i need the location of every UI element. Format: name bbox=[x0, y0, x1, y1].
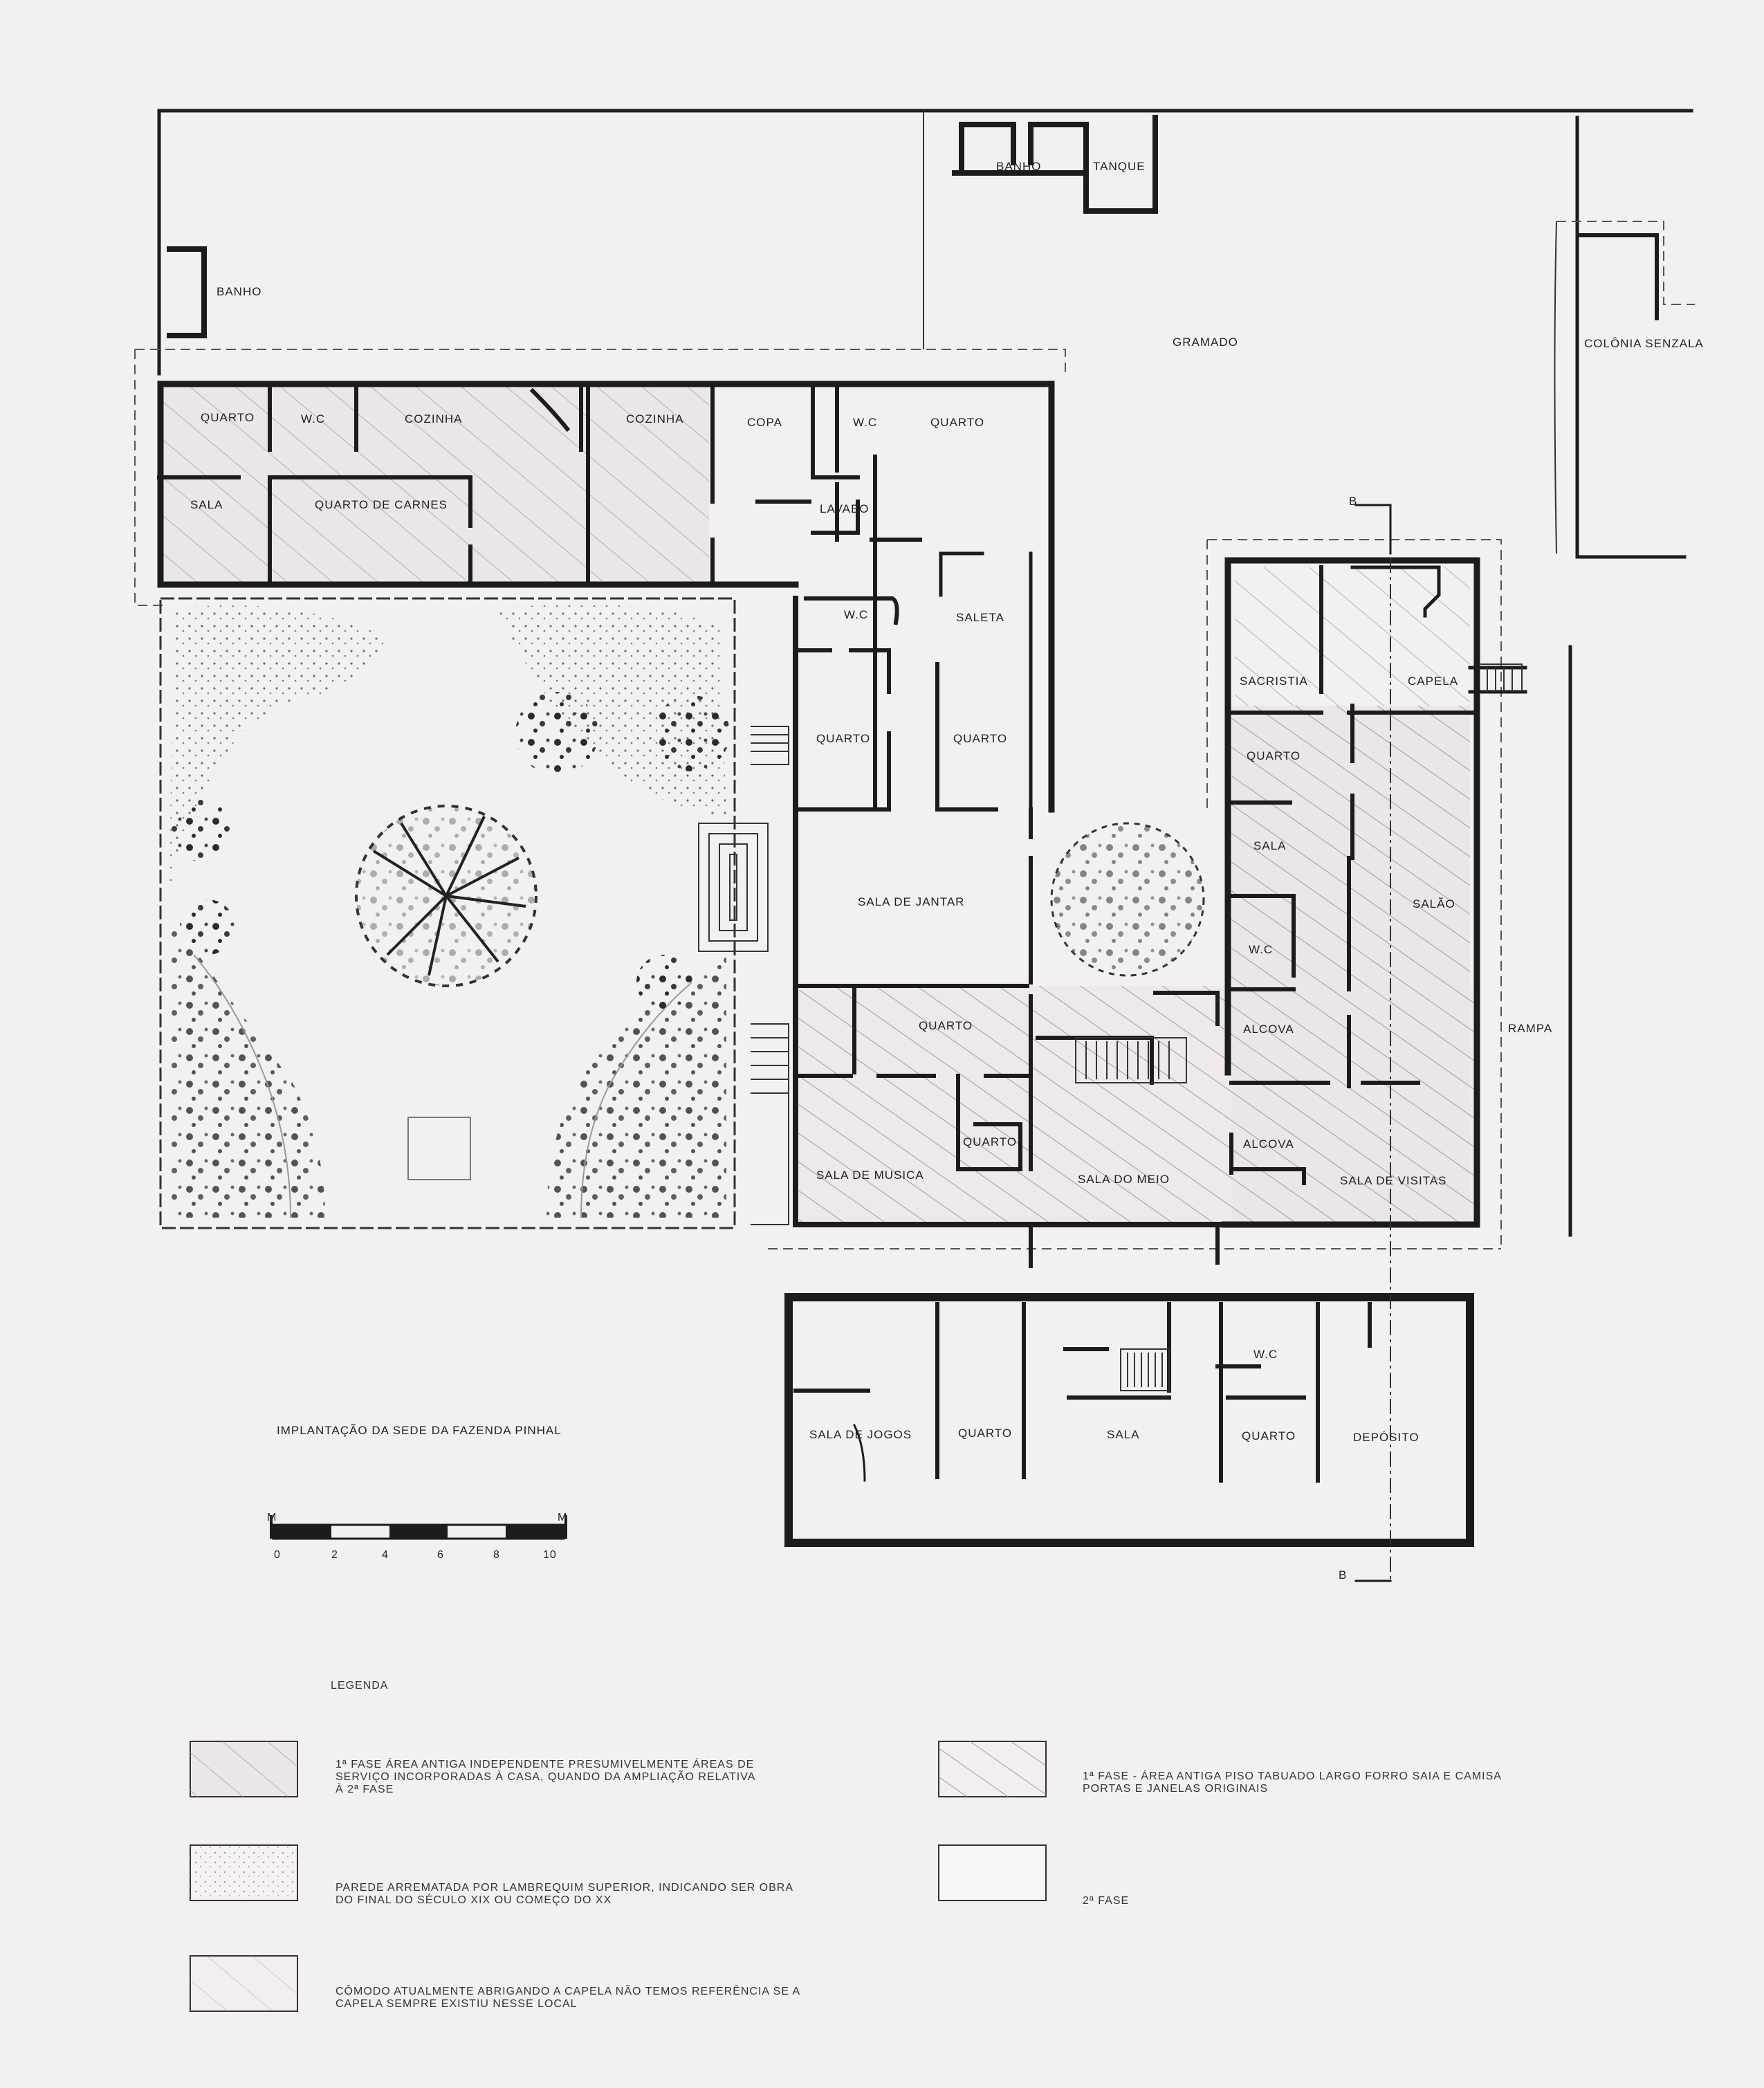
room-sala-do-meio: SALA DO MEIO bbox=[1078, 1173, 1170, 1186]
room-sala-2: SALA bbox=[1253, 839, 1287, 852]
scale-tick-2: 2 bbox=[331, 1549, 338, 1561]
room-cozinha-2: COZINHA bbox=[626, 412, 684, 425]
room-sala-de-jogos: SALA DE JOGOS bbox=[809, 1428, 912, 1441]
room-copa: COPA bbox=[747, 416, 782, 429]
room-sala-de-jantar: SALA DE JANTAR bbox=[858, 895, 965, 908]
room-quarto-5: QUARTO bbox=[919, 1019, 973, 1032]
room-wc-3: W.C bbox=[844, 608, 869, 621]
legend-swatch-4 bbox=[939, 1845, 1046, 1901]
section-mark-top: B bbox=[1349, 495, 1358, 508]
gramado-label: GRAMADO bbox=[1173, 336, 1238, 349]
room-sala-3: SALA bbox=[1107, 1428, 1140, 1441]
scale-tick-6: 6 bbox=[437, 1549, 444, 1561]
legend-item-3-line-1: PAREDE ARREMATADA POR LAMBREQUIM SUPERIOR, INDICANDO SER OBRA bbox=[336, 1882, 793, 1894]
legend-title: LEGENDA bbox=[331, 1680, 389, 1692]
room-quarto-3: QUARTO bbox=[816, 732, 871, 745]
room-banho-left: BANHO bbox=[217, 285, 262, 298]
room-capela: CAPELA bbox=[1408, 675, 1459, 688]
room-wc-5: W.C bbox=[1253, 1348, 1278, 1361]
legend-item-1-line-2: SERVIÇO INCORPORADAS À CASA, QUANDO DA AMPLIAÇÃO RELATIVA bbox=[336, 1771, 756, 1783]
room-deposito: DEPÓSITO bbox=[1353, 1431, 1420, 1444]
legend-item-2-line-2: PORTAS E JANELAS ORIGINAIS bbox=[1083, 1783, 1269, 1795]
legend-item-2-line-1: 1ª FASE - ÁREA ANTIGA PISO TABUADO LARGO FORRO SAIA E CAMISA bbox=[1083, 1770, 1502, 1782]
room-cozinha-1: COZINHA bbox=[405, 412, 463, 425]
room-alcova-1: ALCOVA bbox=[1243, 1023, 1294, 1036]
scale-unit-right: M bbox=[558, 1512, 568, 1523]
section-mark-bottom: B bbox=[1339, 1568, 1348, 1582]
legend bbox=[190, 1680, 1502, 2011]
rampa-label: RAMPA bbox=[1508, 1022, 1553, 1035]
room-saleta: SALETA bbox=[956, 611, 1004, 624]
room-banho-top: BANHO bbox=[996, 160, 1042, 173]
room-quarto-de-carnes: QUARTO DE CARNES bbox=[315, 498, 448, 511]
legend-item-5-line-2: CAPELA SEMPRE EXISTIU NESSE LOCAL bbox=[336, 1998, 578, 2010]
scale-tick-0: 0 bbox=[274, 1549, 281, 1561]
room-quarto-9: QUARTO bbox=[1242, 1429, 1296, 1443]
room-quarto-7: QUARTO bbox=[1247, 749, 1301, 762]
scale-bar bbox=[267, 1512, 567, 1561]
room-quarto-8: QUARTO bbox=[958, 1427, 1013, 1440]
legend-item-1-line-1: 1ª FASE ÁREA ANTIGA INDEPENDENTE PRESUMIVELMENTE ÁREAS DE bbox=[336, 1759, 755, 1770]
colonia-senzala-label: COLÔNIA SENZALA bbox=[1584, 337, 1704, 350]
room-wc-4: W.C bbox=[1249, 943, 1274, 956]
scale-unit-left: M bbox=[267, 1512, 277, 1523]
room-quarto-2: QUARTO bbox=[930, 416, 985, 429]
legend-item-3-line-2: DO FINAL DO SÉCULO XIX OU COMEÇO DO XX bbox=[336, 1894, 612, 1906]
room-sala-1: SALA bbox=[190, 498, 223, 511]
room-sala-de-musica: SALA DE MUSICA bbox=[816, 1169, 924, 1182]
room-salao: SALÃO bbox=[1413, 897, 1455, 910]
plan-title: IMPLANTAÇÃO DA SEDE DA FAZENDA PINHAL bbox=[277, 1424, 562, 1437]
room-quarto-1: QUARTO bbox=[201, 411, 255, 424]
room-wc-2: W.C bbox=[853, 416, 878, 429]
room-tanque: TANQUE bbox=[1093, 160, 1146, 173]
top-annex bbox=[169, 118, 1657, 336]
room-sala-de-visitas: SALA DE VISITAS bbox=[1340, 1174, 1447, 1187]
legend-item-4-line-1: 2ª FASE bbox=[1083, 1895, 1130, 1907]
room-quarto-6: QUARTO bbox=[963, 1135, 1018, 1148]
legend-item-5-line-1: CÔMODO ATUALMENTE ABRIGANDO A CAPELA NÃO TEMOS REFERÊNCIA SE A bbox=[336, 1986, 801, 1997]
scale-tick-10: 10 bbox=[543, 1549, 557, 1561]
room-lavabo: LAVABO bbox=[820, 502, 870, 515]
scale-tick-4: 4 bbox=[382, 1549, 389, 1561]
legend-item-1-line-3: À 2ª FASE bbox=[336, 1784, 394, 1795]
lower-building bbox=[789, 1297, 1470, 1543]
scale-tick-8: 8 bbox=[493, 1549, 500, 1561]
room-alcova-2: ALCOVA bbox=[1243, 1137, 1294, 1151]
room-wc-1: W.C bbox=[301, 412, 326, 425]
room-quarto-4: QUARTO bbox=[953, 732, 1008, 745]
room-sacristia: SACRISTIA bbox=[1240, 675, 1308, 688]
